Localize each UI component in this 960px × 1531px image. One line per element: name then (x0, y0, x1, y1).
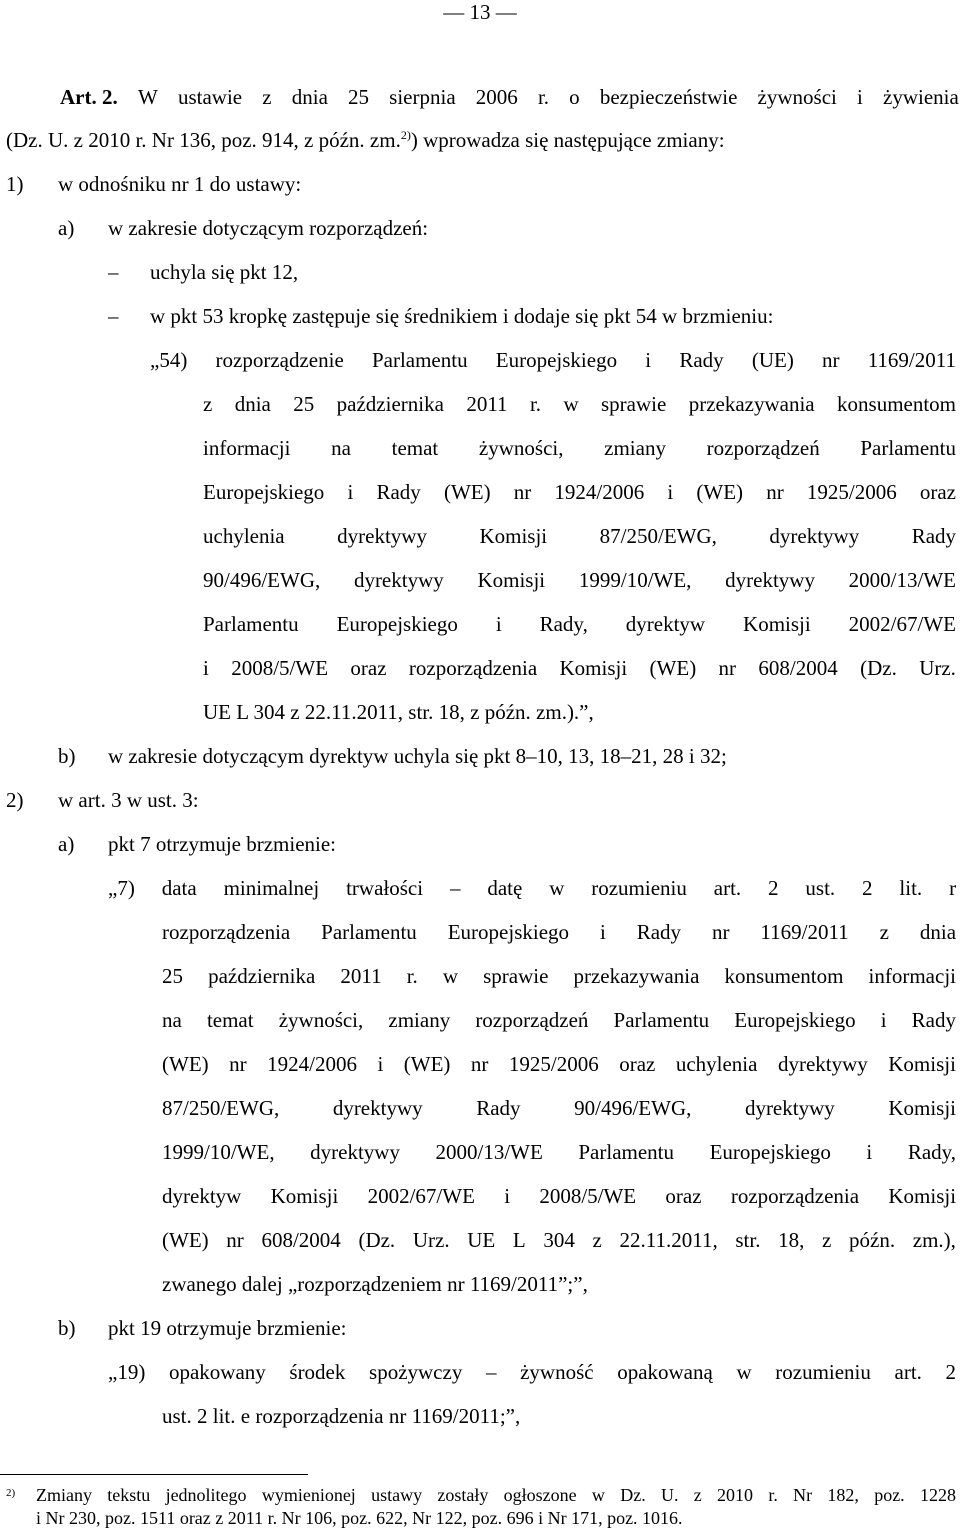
dash-2-text: w pkt 53 kropkę zastępuje się średnikiem i dodaje się pkt 54 w brzmieniu: (150, 304, 774, 328)
footnote-separator (0, 1474, 308, 1475)
point-1b-text: w zakresie dotyczącym dyrektyw uchyla się pkt 8–10, 13, 18–21, 28 i 32; (108, 744, 727, 768)
dash-1-marker: – (108, 260, 119, 284)
quote-54-line-2: z dnia 25 października 2011 r. w sprawie przekazywania konsumentom (203, 392, 957, 416)
quote-54-line-3: informacji na temat żywności, zmiany rozporządzeń Parlamentu (203, 436, 957, 460)
page-number: — 13 — (443, 0, 517, 24)
point-2-number: 2) (6, 788, 24, 812)
quote-54-line-5: uchylenia dyrektywy Komisji 87/250/EWG, dyrektywy Rady (203, 524, 957, 548)
point-1b-label: b) (58, 744, 76, 768)
quote-7-line-9: (WE) nr 608/2004 (Dz. Urz. UE L 304 z 22.11.2011, str. 18, z późn. zm.), (162, 1228, 956, 1252)
article-line-2 (6, 118, 725, 162)
footnote-mark: 2) (6, 1487, 16, 1499)
quote-7-line-1: „7) data minimalnej trwałości – datę w rozumieniu art. 2 ust. 2 lit. r (108, 876, 957, 900)
footnote-line-1: Zmiany tekstu jednolitego wymienionej ustawy zostały ogłoszone w Dz. U. z 2010 r. Nr 182, poz. 1228 (36, 1485, 956, 1505)
point-2b-label: b) (58, 1316, 76, 1340)
quote-54-line-4: Europejskiego i Rady (WE) nr 1924/2006 i (WE) nr 1925/2006 oraz (203, 480, 956, 504)
quote-7-line-6: 87/250/EWG, dyrektywy Rady 90/496/EWG, dyrektywy Komisji (162, 1096, 957, 1120)
quote-54-line-9: UE L 304 z 22.11.2011, str. 18, z późn. zm.).”, (203, 700, 594, 724)
article-line-2b: ) wprowadza się następujące zmiany: (410, 128, 725, 152)
article-heading (60, 75, 118, 119)
footnote-ref: 2) (400, 128, 411, 142)
point-1-number: 1) (6, 172, 24, 196)
quote-19-line-2: ust. 2 lit. e rozporządzenia nr 1169/2011;”, (162, 1404, 521, 1428)
point-2-text: w art. 3 w ust. 3: (58, 788, 199, 812)
quote-7-line-7: 1999/10/WE, dyrektywy 2000/13/WE Parlamentu Europejskiego i Rady, (162, 1140, 957, 1164)
article-label: Art. 2. (60, 85, 118, 109)
footnote-line-2: i Nr 230, poz. 1511 oraz z 2011 r. Nr 106, poz. 622, Nr 122, poz. 696 i Nr 171, poz. 1016. (36, 1508, 683, 1528)
quote-7-line-4: na temat żywności, zmiany rozporządzeń Parlamentu Europejskiego i Rady (162, 1008, 956, 1032)
quote-54-line-6: 90/496/EWG, dyrektywy Komisji 1999/10/WE, dyrektywy 2000/13/WE (203, 568, 956, 592)
point-2a-label: a) (58, 832, 75, 856)
dash-2-marker: – (108, 304, 119, 328)
quote-54-line-8: i 2008/5/WE oraz rozporządzenia Komisji (WE) nr 608/2004 (Dz. Urz. (203, 656, 956, 680)
quote-54-line-7: Parlamentu Europejskiego i Rady, dyrektyw Komisji 2002/67/WE (203, 612, 956, 636)
quote-7-line-5: (WE) nr 1924/2006 i (WE) nr 1925/2006 oraz uchylenia dyrektywy Komisji (162, 1052, 956, 1076)
point-2b-text: pkt 19 otrzymuje brzmienie: (108, 1316, 347, 1340)
quote-54-line-1: „54) rozporządzenie Parlamentu Europejskiego i Rady (UE) nr 1169/2011 (150, 348, 956, 372)
quote-19-line-1: „19) opakowany środek spożywczy – żywność opakowaną w rozumieniu art. 2 (108, 1360, 957, 1384)
quote-7-line-8: dyrektyw Komisji 2002/67/WE i 2008/5/WE oraz rozporządzenia Komisji (162, 1184, 957, 1208)
quote-7-line-3: 25 października 2011 r. w sprawie przekazywania konsumentom informacji (162, 964, 956, 988)
dash-1-text: uchyla się pkt 12, (150, 260, 299, 284)
point-1a-text: w zakresie dotyczącym rozporządzeń: (108, 216, 429, 240)
quote-7-line-2: rozporządzenia Parlamentu Europejskiego i Rady nr 1169/2011 z dnia (162, 920, 957, 944)
point-1a-label: a) (58, 216, 75, 240)
point-1-text: w odnośniku nr 1 do ustawy: (58, 172, 302, 196)
point-2a-text: pkt 7 otrzymuje brzmienie: (108, 832, 337, 856)
article-line-2a: (Dz. U. z 2010 r. Nr 136, poz. 914, z późn. zm. (6, 128, 401, 152)
quote-7-line-10: zwanego dalej „rozporządzeniem nr 1169/2011”;”, (162, 1272, 588, 1296)
article-line-1: W ustawie z dnia 25 sierpnia 2006 r. o bezpieczeństwie żywności i żywienia (138, 85, 959, 109)
